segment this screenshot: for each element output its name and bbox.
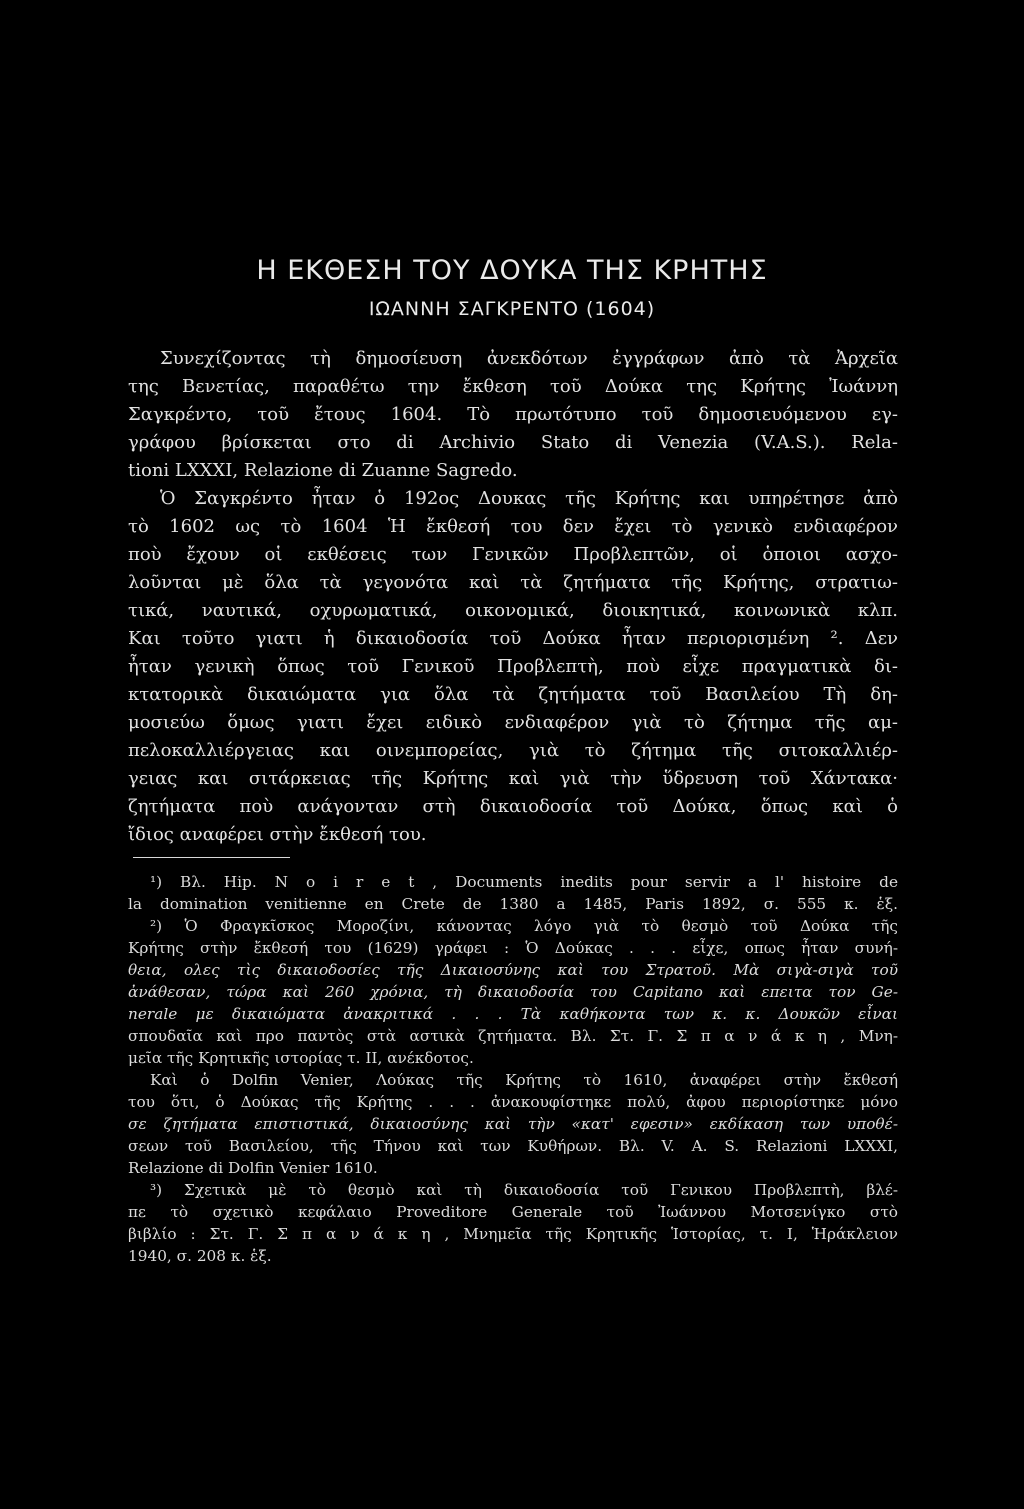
- footnote-line: nerale με δικαιώματα ἀνακριτικά . . . Τὰ καθήκοντα των κ. κ. Δουκῶν εἶναι: [128, 1005, 898, 1023]
- footnote-line: ³) Σχετικὰ μὲ τὸ θεσμὸ καὶ τὴ δικαιοδοσία τοῦ Γενικου Προβλεπτὴ, βλέ-: [150, 1181, 898, 1199]
- body-line: Ὁ Σαγκρέντο ἦταν ὁ 192ος Δουκας τῆς Κρήτης και υπηρέτησε ἀπὸ: [160, 488, 898, 509]
- footnote-line: σεων τοῦ Βασιλείου, τῆς Τήνου καὶ των Κυθήρων. Βλ. V. A. S. Relazioni LXXXI,: [128, 1137, 898, 1155]
- body-line: γειας και σιτάρκειας τῆς Κρήτης καὶ γιὰ τὴν ὕδρευση τοῦ Χάντακα·: [128, 768, 898, 789]
- body-line: ζητήματα ποὺ ανάγονταν στὴ δικαιοδοσία τοῦ Δούκα, ὅπως καὶ ὁ: [128, 796, 898, 817]
- body-line: tioni LXXXI, Relazione di Zuanne Sagredo.: [128, 460, 518, 481]
- footnote-line: ¹) Βλ. Ηip. N o i r e t , Documents inedits pour servir a l' histoire de: [150, 873, 898, 891]
- body-line: της Βενετίας, παραθέτω την ἔκθεση τοῦ Δούκα της Κρήτης Ἰωάννη: [128, 376, 898, 397]
- footnote-line: Καὶ ὁ Dolfin Venier, Λούκας τῆς Κρήτης τὸ 1610, ἀναφέρει στὴν ἔκθεσή: [150, 1071, 898, 1089]
- body-line: τικά, ναυτικά, οχυρωματικά, οικονομικά, διοικητικά, κοινωνικὰ κλπ.: [128, 600, 898, 621]
- footnote-line: βιβλίο : Στ. Γ. Σ π α ν ά κ η , Μνημεῖα τῆς Κρητικῆς Ἱστορίας, τ. Ι, Ἡράκλειον: [128, 1225, 898, 1243]
- footnote-line: la domination venitienne en Crete de 1380 a 1485, Paris 1892, σ. 555 κ. ἑξ.: [128, 895, 898, 913]
- body-line: Σαγκρέντο, τοῦ ἔτους 1604. Τὸ πρωτότυπο τοῦ δημοσιευόμενου εγ-: [128, 404, 898, 425]
- footnote-line: Relazione di Dolfin Venier 1610.: [128, 1159, 378, 1177]
- footnote-line: του ὅτι, ὁ Δούκας τῆς Κρήτης . . . ἀνακουφίστηκε πολύ, ἀφου περιορίστηκε μόνο: [128, 1093, 898, 1111]
- body-line: κτατορικὰ δικαιώματα για ὅλα τὰ ζητήματα τοῦ Βασιλείου Τὴ δη-: [128, 684, 898, 705]
- footnote-line: θεια, ολες τὶς δικαιοδοσίες τῆς Δικαιοσύνης καὶ του Στρατοῦ. Μὰ σιγὰ-σιγὰ τοῦ: [128, 961, 898, 979]
- body-line: τὸ 1602 ως τὸ 1604 Ἡ ἔκθεσή του δεν ἔχει τὸ γενικὸ ενδιαφέρον: [128, 516, 898, 537]
- footnote-line: μεῖα τῆς Κρητικῆς ιστορίας τ. ΙΙ, ανέκδοτος.: [128, 1049, 474, 1067]
- footnote-line: σπουδαῖα καὶ προ παντὸς στὰ αστικὰ ζητήματα. Βλ. Στ. Γ. Σ π α ν ά κ η , Μνη-: [128, 1027, 898, 1045]
- footnote-line: ἀνάθεσαν, τώρα καὶ 260 χρόνια, τὴ δικαιοδοσία του Capitano καὶ επειτα τον Ge-: [128, 983, 898, 1001]
- document-subtitle: ΙΩΑΝΝΗ ΣΑΓΚΡΕΝΤΟ (1604): [368, 298, 656, 320]
- footnote-line: 1940, σ. 208 κ. ἑξ.: [128, 1247, 272, 1265]
- footnote-line: σε ζητήματα επιστιστικά, δικαιοσύνης καὶ τὴν «κατ' εφεσιν» εκδίκαση των υποθέ-: [128, 1115, 898, 1133]
- body-line: γράφου βρίσκεται στο di Archivio Stato di Venezia (V.A.S.). Rela-: [128, 432, 898, 453]
- body-line: ἴδιος αναφέρει στὴν ἔκθεσή του.: [128, 824, 427, 845]
- body-line: Και τοῦτο γιατι ἡ δικαιοδοσία τοῦ Δούκα ἦταν περιορισμένη ². Δεν: [128, 628, 898, 649]
- body-line: λοῦνται μὲ ὅλα τὰ γεγονότα καὶ τὰ ζητήματα τῆς Κρήτης, στρατιω-: [128, 572, 898, 593]
- body-line: ποὺ ἔχουν οἱ εκθέσεις των Γενικῶν Προβλεπτῶν, οἱ ὁποιοι ασχο-: [128, 544, 898, 565]
- body-line: ἦταν γενικὴ ὅπως τοῦ Γενικοῦ Προβλεπτὴ, ποὺ εἶχε πραγματικὰ δι-: [128, 656, 898, 677]
- body-line: Συνεχίζοντας τὴ δημοσίευση ἀνεκδότων ἐγγράφων ἀπὸ τὰ Ἀρχεῖα: [160, 348, 898, 369]
- footnote-line: Κρήτης στὴν ἔκθεσή του (1629) γράφει : Ὁ Δούκας . . . εἶχε, οπως ἦταν συνή-: [128, 939, 898, 957]
- footnote-line: ²) Ὁ Φραγκῖσκος Μοροζίνι, κάνοντας λόγο γιὰ τὸ θεσμὸ τοῦ Δούκα τῆς: [150, 917, 898, 935]
- footnote-line: πε τὸ σχετικὸ κεφάλαιο Proveditore Generale τοῦ Ἰωάννου Μοτσενίγκο στὸ: [128, 1203, 898, 1221]
- footnote-separator: [133, 857, 290, 858]
- body-line: πελοκαλλιέργειας και οινεμπορείας, γιὰ τὸ ζήτημα τῆς σιτοκαλλιέρ-: [128, 740, 898, 761]
- document-title: Η ΕΚΘΕΣΗ ΤΟΥ ΔΟΥΚΑ ΤΗΣ ΚΡΗΤΗΣ: [256, 255, 768, 286]
- body-line: μοσιεύω ὅμως γιατι ἔχει ειδικὸ ενδιαφέρον γιὰ τὸ ζήτημα τῆς αμ-: [128, 712, 898, 733]
